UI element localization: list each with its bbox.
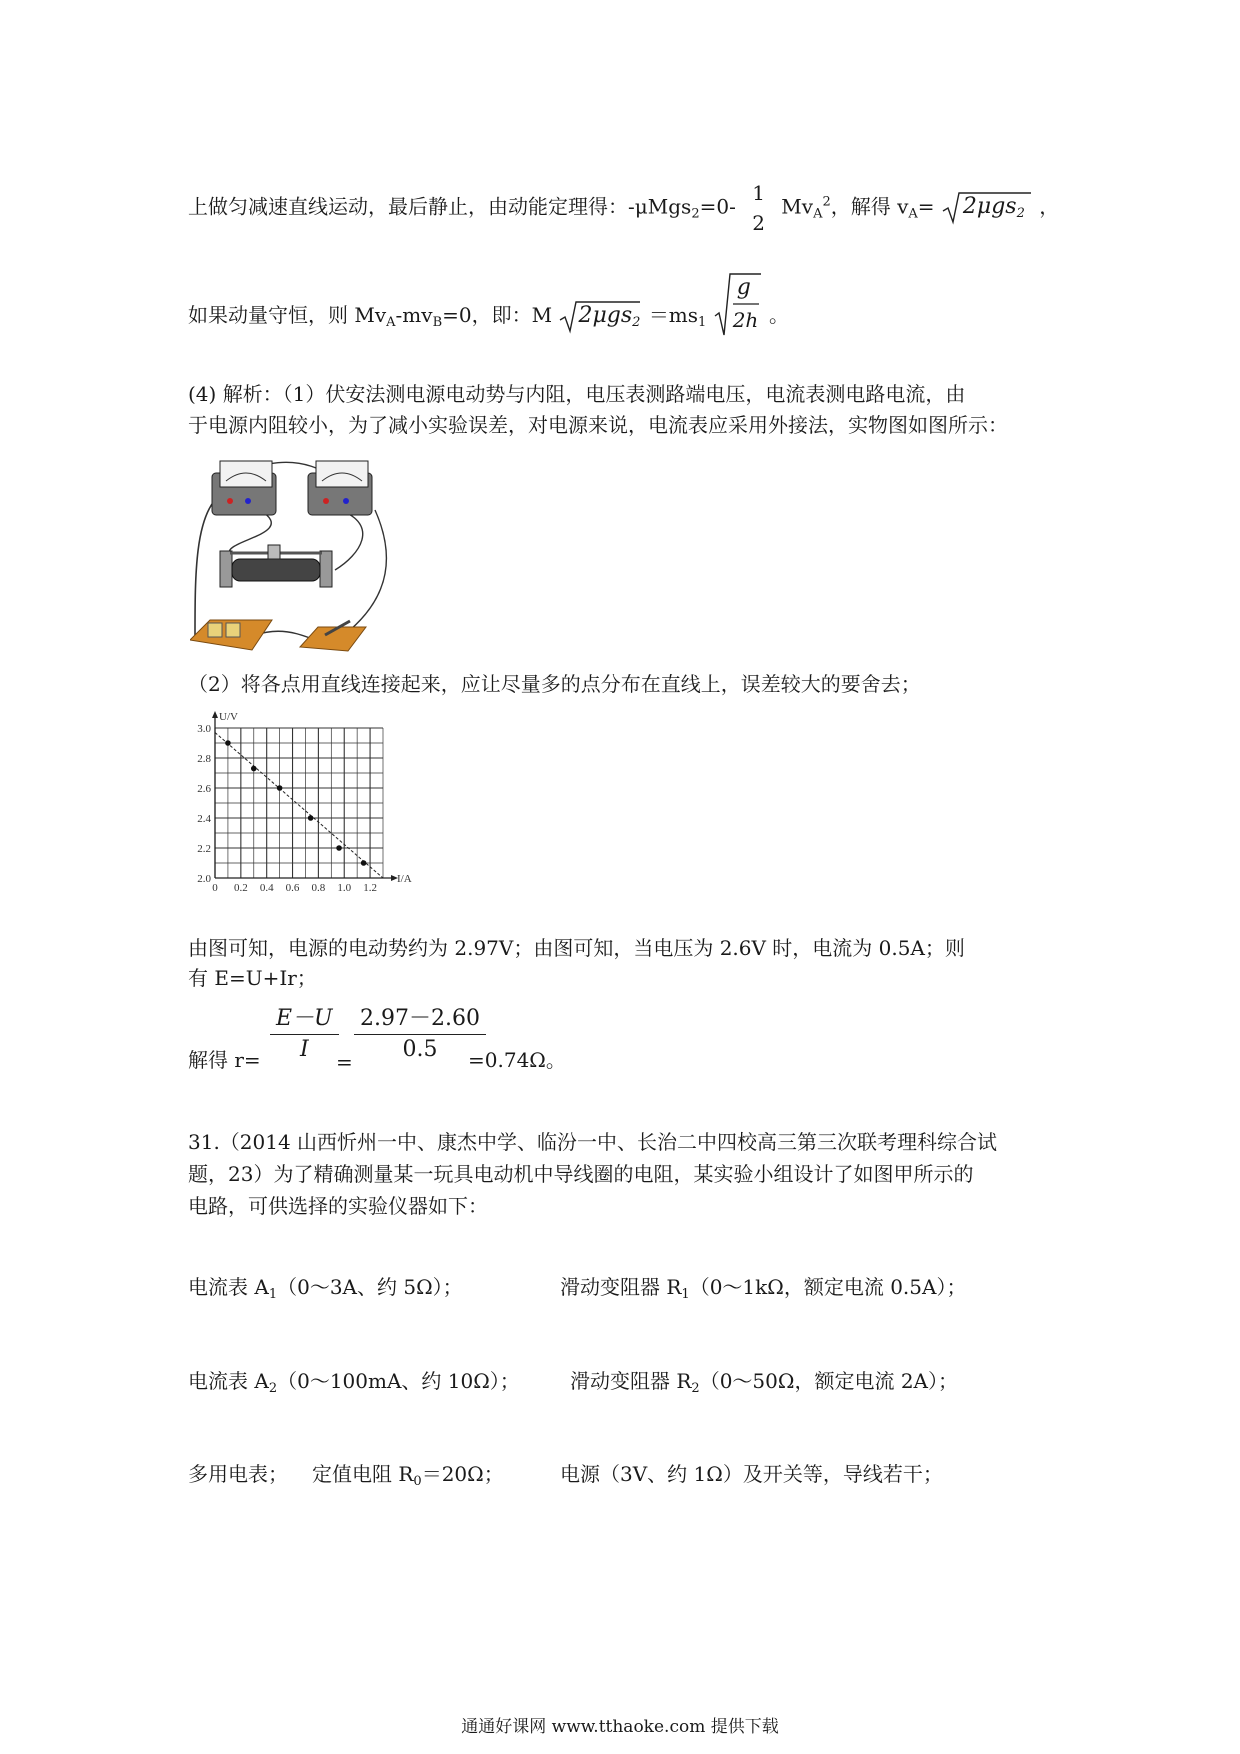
chart-ticks xyxy=(197,723,377,894)
question-31-line-3: 电路，可供选择的实验仪器如下： xyxy=(188,1194,488,1218)
data-point xyxy=(308,815,314,821)
y-tick-label: 2.6 xyxy=(197,783,211,795)
analysis-line-1: (4) 解析：（1）伏安法测电源电动势与内阻，电压表测路端电压，电流表测电路电流，由 xyxy=(188,382,966,406)
emf-line-1: 由图可知，电源的电动势约为 2.97V；由图可知，当电压为 2.6V 时，电流为 0.5A；则 xyxy=(188,936,965,960)
data-point xyxy=(336,845,342,851)
fit-line xyxy=(215,733,383,879)
momentum-line: 如果动量守恒，则 $Mv_A-mv_B=0$，即：M 2μgs$_2$ $=ms_1$ g 2h 。 xyxy=(188,272,789,338)
sqrt-2ugs2: 2μgs$_2$ xyxy=(941,191,1033,225)
sqrt-g-over-2h: g 2h xyxy=(713,272,763,338)
y-tick-label: 2.0 xyxy=(197,873,211,885)
equipment-a2: 电流表 $A_2(0\sim 100mA$、约 10Ω）； xyxy=(188,1369,520,1396)
x-tick-label: 0 xyxy=(212,882,218,894)
page-footer: 通通好课网 www.tthaoke.com 提供下载 xyxy=(461,1717,779,1737)
fraction-e-minus-u: $\frac{E-U}{I}$ xyxy=(270,1004,339,1065)
y-tick-label: 2.4 xyxy=(197,813,211,825)
equipment-r0: 定值电阻 $R_0=20\Omega$； xyxy=(312,1462,504,1489)
fraction-numeric: $\frac{2.97-2.60}{0.5}$ xyxy=(354,1004,486,1065)
x-tick-label: 0.4 xyxy=(259,882,274,894)
fit-line-segment xyxy=(215,733,383,879)
data-point xyxy=(277,785,283,791)
sqrt-2ugs2-b: 2μgs$_2$ xyxy=(558,300,642,334)
data-point xyxy=(251,766,257,772)
y-axis-arrow xyxy=(212,711,218,718)
x-tick-label: 0.6 xyxy=(285,882,300,894)
x-tick-label: 0.8 xyxy=(311,882,326,894)
y-axis-label: U/V xyxy=(219,711,238,723)
data-point xyxy=(361,860,367,866)
u-i-graph xyxy=(175,710,415,900)
chart-grid xyxy=(215,728,383,878)
x-axis-label: I/A xyxy=(397,873,412,885)
x-tick-label: 0.2 xyxy=(233,882,248,894)
analysis-line-2: 于电源内阻较小，为了减小实验误差，对电源来说，电流表应采用外接法，实物图如图所示： xyxy=(188,413,1008,437)
analysis-line-3: （2）将各点用直线连接起来，应让尽量多的点分布在直线上，误差较大的要舍去； xyxy=(188,672,921,696)
question-31-line-1: 31.（2014 山西忻州一中、康杰中学、临汾一中、长治二中四校高三第三次联考理科综合试 xyxy=(188,1130,998,1154)
kinetic-energy-line: 上做匀减速直线运动，最后静止，由动能定理得：-μMgs$_2$=0- 1 2 $Mv_A^2$，解得 $v_A=$ 2μgs$_2$ ， xyxy=(188,178,1059,238)
equipment-r1: 滑动变阻器 $R_1(0\sim 1k\Omega$，额定电流 0.5A）； xyxy=(560,1275,967,1302)
equipment-multimeter: 多用电表； xyxy=(188,1462,288,1486)
y-tick-label: 2.2 xyxy=(197,843,211,855)
y-tick-label: 3.0 xyxy=(197,723,211,735)
x-tick-label: 1.0 xyxy=(337,882,352,894)
emf-line-2: 有 E=U+Ir； xyxy=(188,966,317,990)
equipment-a1: 电流表 $A_1(0\sim 3A$、约 5Ω）； xyxy=(188,1275,463,1302)
equipment-r2: 滑动变阻器 $R_2(0\sim 50\Omega$，额定电流 2A）； xyxy=(570,1369,958,1396)
data-point xyxy=(225,740,231,746)
y-tick-label: 2.8 xyxy=(197,753,211,765)
x-tick-label: 1.2 xyxy=(363,882,377,894)
equipment-source: 电源（3V、约 1Ω）及开关等，导线若干； xyxy=(560,1462,943,1486)
circuit-photo xyxy=(190,455,400,655)
question-31-line-2: 题，23）为了精确测量某一玩具电动机中导线圈的电阻，某实验小组设计了如图甲所示的 xyxy=(188,1162,974,1186)
half-fraction: 1 2 xyxy=(752,181,765,235)
